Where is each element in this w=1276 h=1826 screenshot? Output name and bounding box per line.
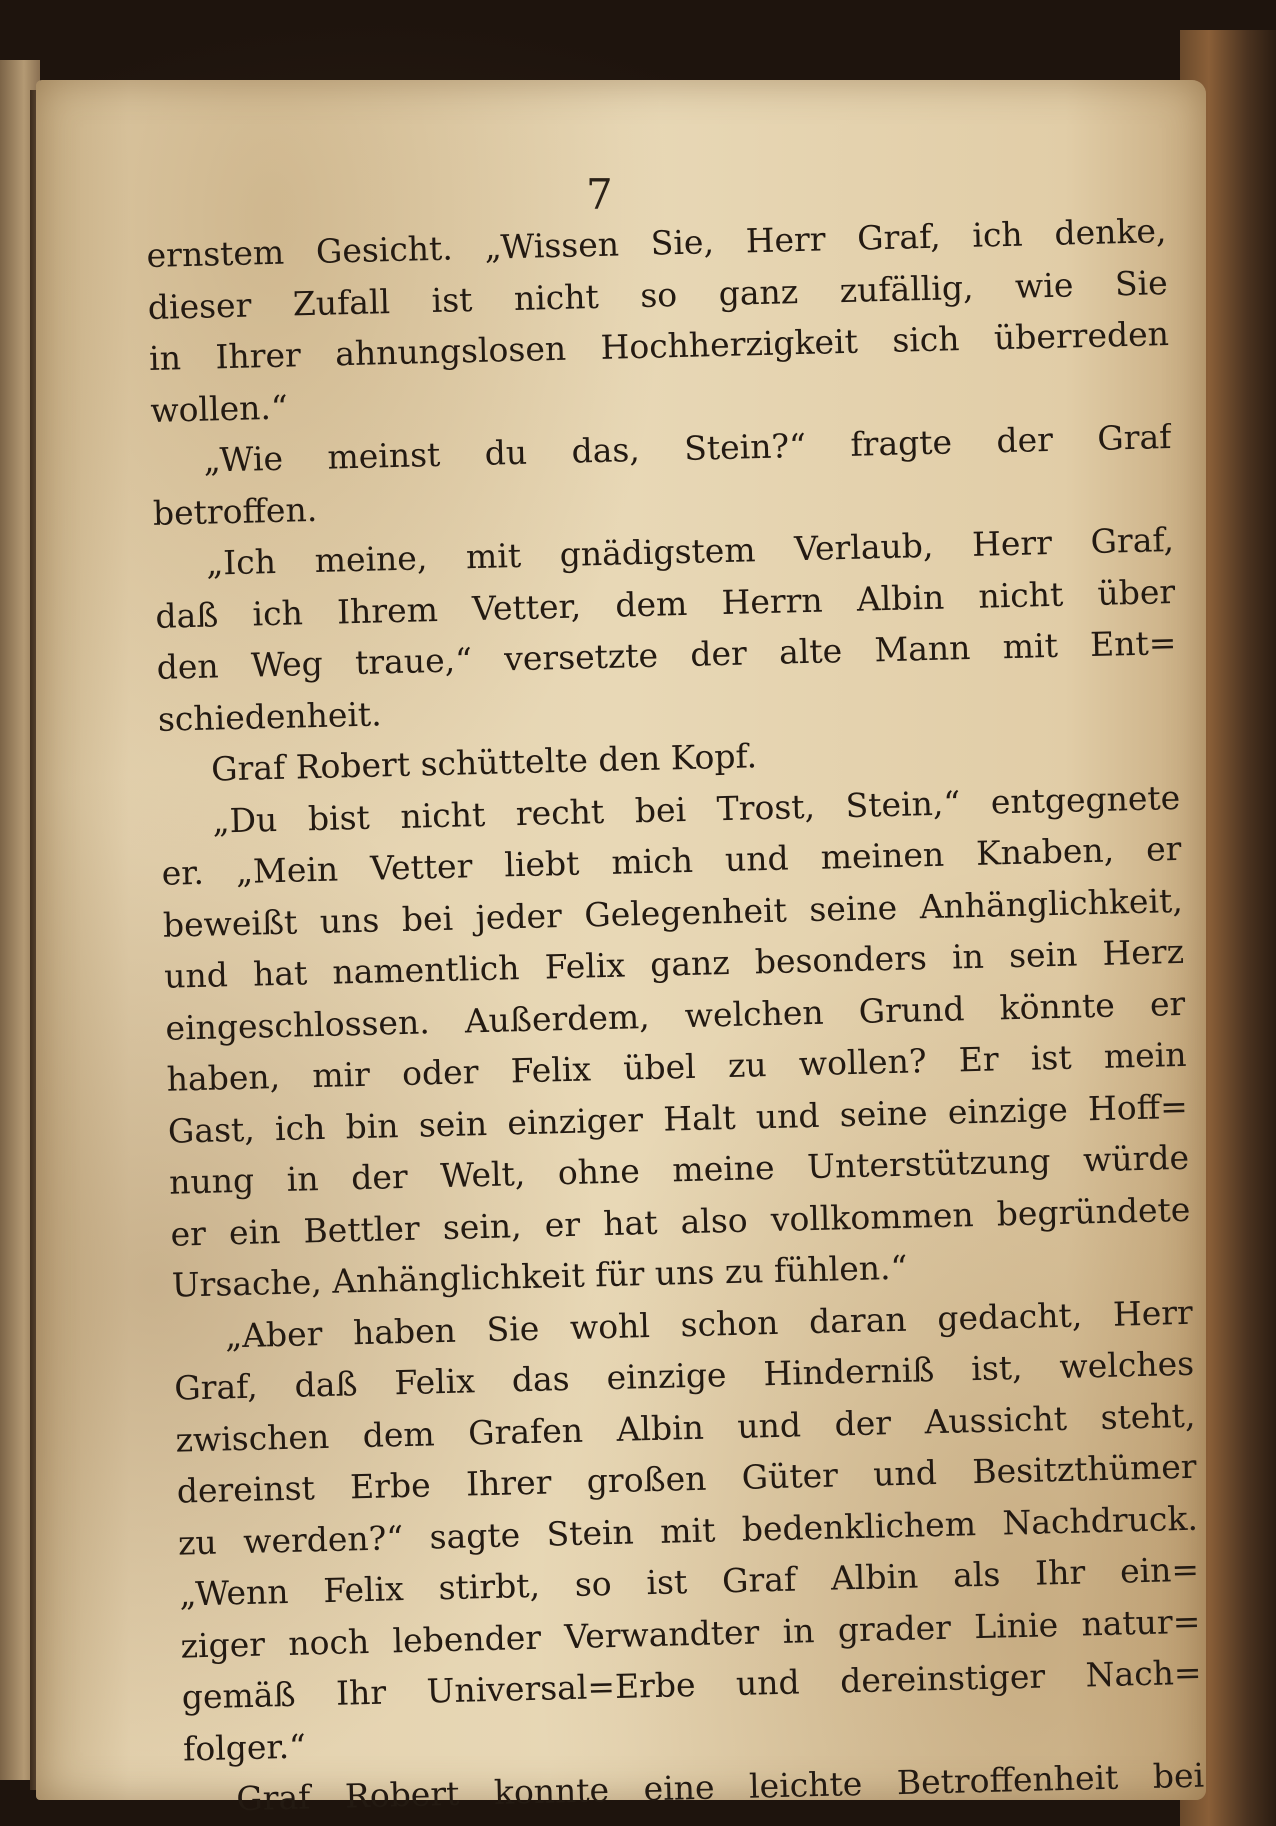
text-line: Ursache, Anhänglichkeit für uns zu fühlen.“: [171, 1247, 908, 1305]
text-line: zwischen dem Grafen Albin und der Aussicht steht,: [175, 1395, 1196, 1460]
text-line: betroffen.: [152, 489, 318, 533]
text-line: schiedenheit.: [157, 693, 383, 739]
body-text: [146, 205, 1205, 1826]
text-line: „Ich meine, mit gnädigstem Verlaub, Herr Graf,: [205, 519, 1175, 583]
text-line: ziger noch lebender Verwandter in grader Linie natur=: [180, 1601, 1201, 1666]
text-line: Graf Robert schüttelte den Kopf.: [210, 736, 758, 789]
text-line: er ein Bettler sein, er hat also vollkommen begründete: [170, 1189, 1191, 1254]
text-line: dereinst Erbe Ihrer großen Güter und Besitzthümer: [176, 1446, 1197, 1511]
text-line: beweißt uns bei jeder Gelegenheit seine Anhänglichkeit,: [162, 880, 1184, 945]
text-line: in Ihrer ahnungslosen Hochherzigkeit sich überreden: [148, 314, 1170, 378]
text-line: nung in der Welt, ohne meine Unterstützung würde: [168, 1137, 1190, 1202]
text-line: ernstem Gesicht. „Wissen Sie, Herr Graf, ich denke,: [146, 211, 1167, 275]
text-line: eingeschlossen. Außerdem, welchen Grund könnte er: [165, 983, 1186, 1048]
text-line: Graf Robert konnte eine leichte Betroffenheit bei: [235, 1755, 1205, 1819]
text-line: „Wenn Felix stirbt, so ist Graf Albin als Ihr ein=: [178, 1549, 1200, 1614]
text-line: „Du bist nicht recht bei Trost, Stein,“ entgegnete: [211, 777, 1181, 841]
text-line: und hat namentlich Felix ganz besonders in sein Herz: [163, 931, 1185, 996]
text-line: daß ich Ihrem Vetter, dem Herrn Albin nicht über: [154, 571, 1176, 636]
text-line: wollen.“: [149, 387, 289, 430]
page-number: 7: [586, 170, 613, 219]
text-line: „Aber haben Sie wohl schon daran gedacht, Herr: [224, 1292, 1194, 1355]
text-line: den Weg traue,“ versetzte der alte Mann mit Ent=: [156, 622, 1177, 687]
page-paper: [36, 80, 1206, 1819]
text-line: haben, mir oder Felix übel zu wollen? Er ist mein: [166, 1034, 1187, 1099]
text-line: „Wie meinst du das, Stein?“ fragte der Graf: [203, 417, 1172, 480]
text-line: gemäß Ihr Universal=Erbe und dereinstiger Nach=: [181, 1652, 1203, 1717]
text-line: Gast, ich bin sein einziger Halt und seine einzige Hoff=: [167, 1086, 1189, 1151]
text-line: Graf, daß Felix das einzige Hinderniß ist, welches: [173, 1343, 1195, 1408]
text-line: dieser Zufall ist nicht so ganz zufällig, wie Sie: [147, 262, 1169, 327]
text-line: folger.“: [182, 1726, 307, 1769]
text-line: er. „Mein Vetter liebt mich und meinen Knaben, er: [161, 828, 1182, 893]
text-line: zu werden?“ sagte Stein mit bedenklichem Nachdruck.: [177, 1498, 1199, 1563]
